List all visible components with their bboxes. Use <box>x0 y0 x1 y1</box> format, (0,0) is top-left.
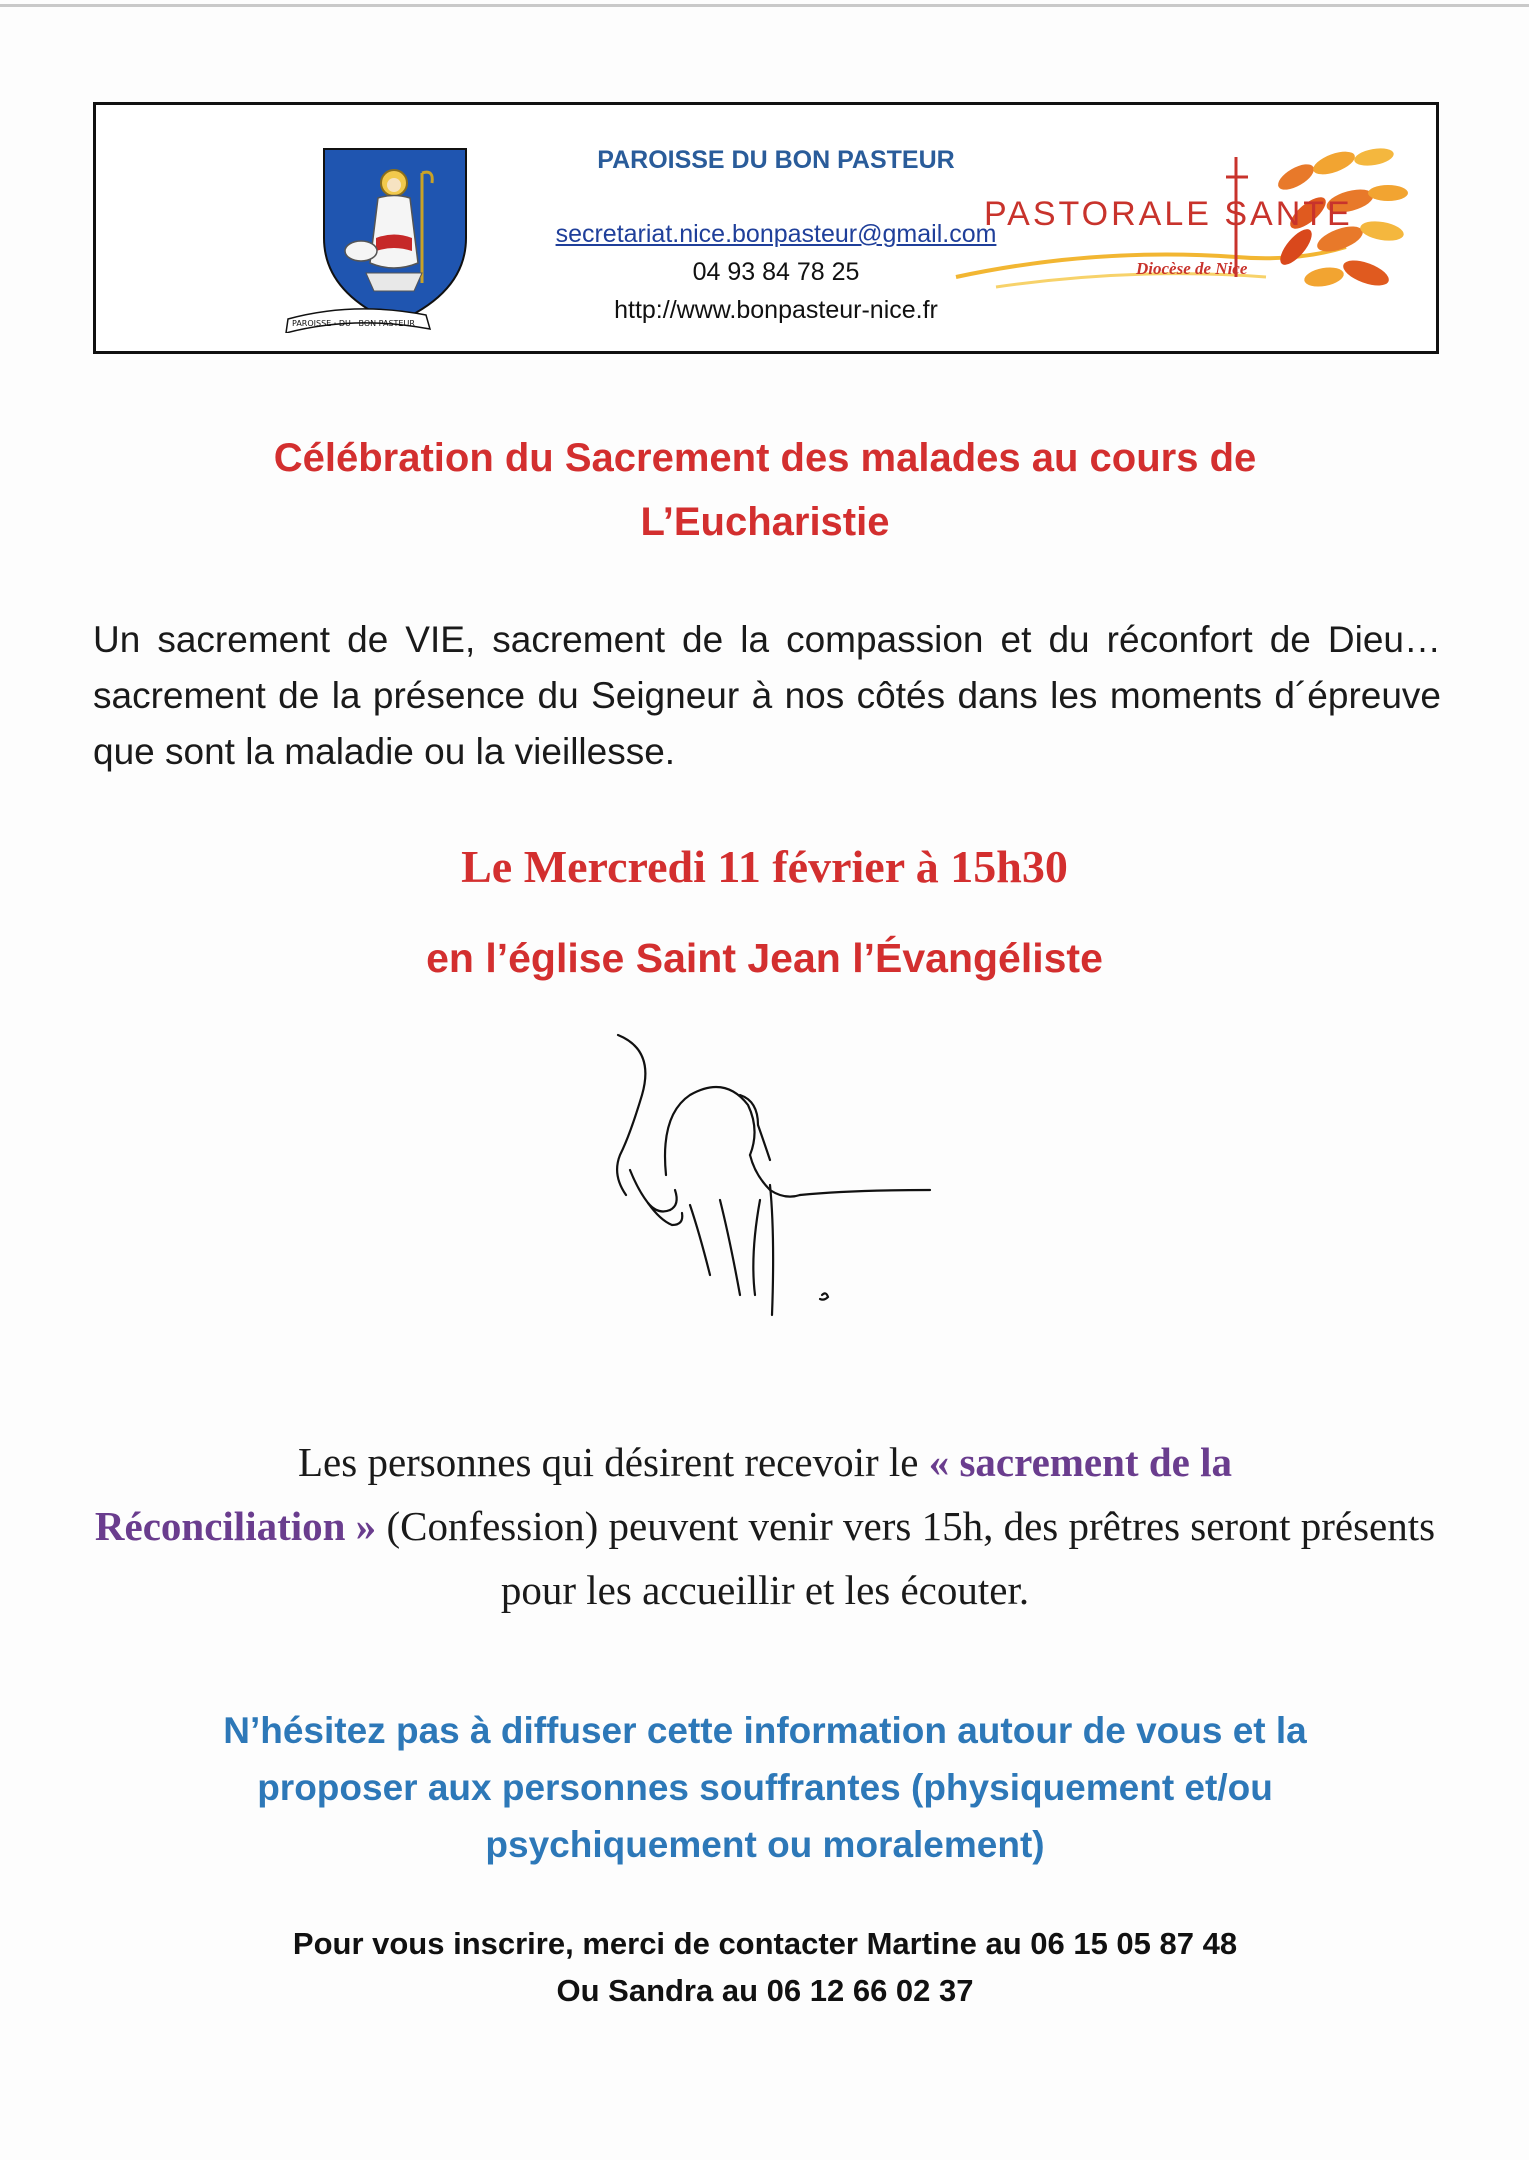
reconciliation-paragraph <box>90 1430 1440 1622</box>
scan-top-edge <box>0 4 1529 7</box>
reconc-text-before: Les personnes qui désirent recevoir le <box>298 1439 929 1485</box>
header-box <box>93 102 1439 354</box>
pastorale-sante-logo <box>936 127 1416 327</box>
phone-number: 04 93 84 78 25 <box>692 258 860 286</box>
diffuse-line-2: proposer aux personnes souffrantes (physiquement et/ou <box>257 1767 1273 1808</box>
embrace-drawing-icon <box>600 1025 940 1345</box>
email-link[interactable]: secretariat.nice.bonpasteur@gmail.com <box>555 220 997 248</box>
diffuse-notice <box>90 1702 1440 1873</box>
inscription-line-2: Ou Sandra au 06 12 66 02 37 <box>556 1973 974 2008</box>
parish-name: PAROISSE DU BON PASTEUR <box>597 146 955 174</box>
website-url[interactable]: http://www.bonpasteur-nice.fr <box>614 296 938 324</box>
inscription-contact <box>90 1920 1440 2014</box>
reconc-text-after: (Confession) peuvent venir vers 15h, des prêtres seront présents pour les accueillir et les écouter. <box>376 1503 1436 1613</box>
title-line-1: Célébration du Sacrement des malades au cours de <box>273 436 1257 480</box>
reconc-highlight-2: Réconciliation » <box>94 1503 377 1549</box>
inscription-line-1: Pour vous inscrire, merci de contacter Martine au 06 15 05 87 48 <box>292 1926 1238 1961</box>
event-place: en l’église Saint Jean l’Évangéliste <box>426 935 1103 981</box>
event-date: Le Mercredi 11 février à 15h30 <box>461 841 1068 892</box>
intro-paragraph: Un sacrement de VIE, sacrement de la compassion et du réconfort de Dieu…sacrement de la présence du Seigneur à nos côtés dans les moments d´épreuve que sont la maladie ou la vieillesse. <box>93 619 1441 772</box>
diffuse-line-3: psychiquement ou moralement) <box>485 1824 1045 1865</box>
title-line-2: L’Eucharistie <box>640 500 890 544</box>
logo-subtitle: Diocèse de Nice <box>1136 259 1248 278</box>
svg-text:PAROISSE · DU · BON PASTEUR: PAROISSE · DU · BON PASTEUR <box>292 319 415 328</box>
reconc-highlight-1: « sacrement de la <box>928 1439 1232 1485</box>
diffuse-line-1: N’hésitez pas à diffuser cette information autour de vous et la <box>223 1710 1307 1751</box>
logo-title: PASTORALE SANTE <box>984 195 1353 233</box>
page-title <box>140 426 1390 554</box>
